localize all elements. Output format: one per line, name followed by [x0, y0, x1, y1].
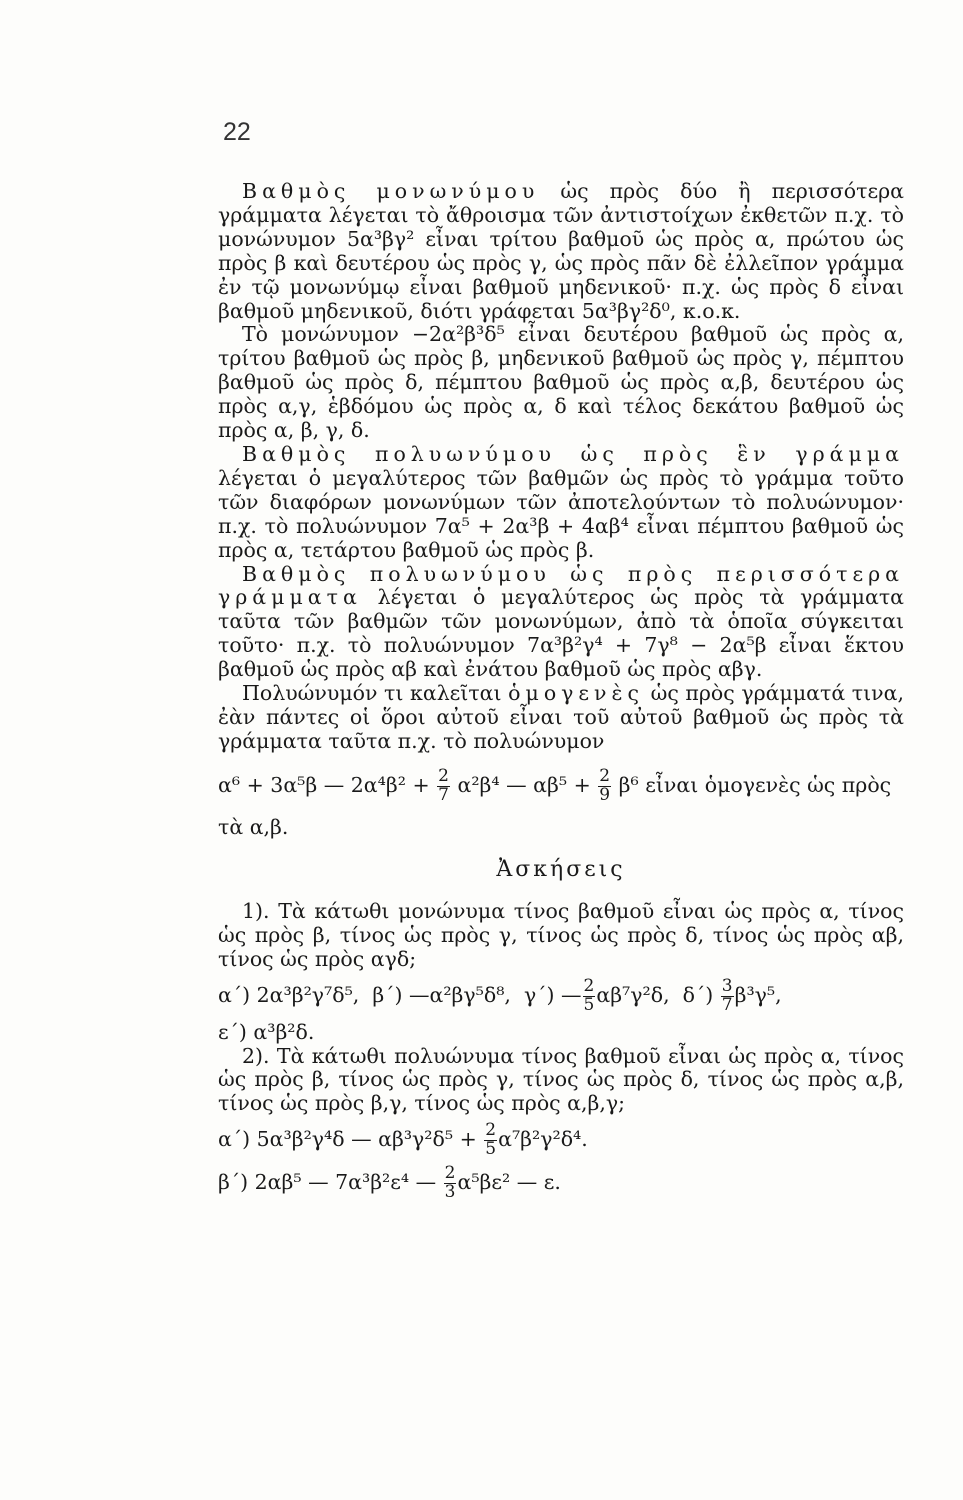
paragraph-polynomial-degree-one [218, 443, 904, 563]
fraction [437, 765, 450, 805]
paragraph-text: λέγεται ὁ μεγαλύτερος ὡς πρὸς τὰ γράμματα ταῦτα τῶν βαθμῶν τῶν μονωνύμων, ἀπὸ τὰ ὁποῖα σύγκειται τοῦτο· π.χ. τὸ πολυώνυμον 7α³β²γ⁴ + 7γ⁸ − 2α⁵β εἶναι ἕκτου βαθμοῦ ὡς πρὸς αβ καὶ ἐνάτου βαθμοῦ ὡς πρὸς αβγ. [218, 585, 904, 682]
paragraph-polynomial-degree-many [218, 563, 904, 683]
formula-tail: τὰ α,β. [218, 815, 289, 840]
paragraph-text: λέγεται ὁ μεγαλύτερος τῶν βαθμῶν ὡς πρὸς τὸ γράμμα τοῦτο τῶν διαφόρων μονωνύμων τῶν ἀποτελούντων τὸ πολυώνυμον· π.χ. τὸ πολυώνυμον 7α⁵ + 2α³β + 4αβ⁴ εἶναι πέμπτου βαθμοῦ ὡς πρὸς α, τετάρτου βαθμοῦ ὡς πρὸς β. [218, 465, 904, 562]
paragraph-monomial-degree [218, 180, 904, 323]
fraction-numerator: 2 [438, 765, 449, 786]
fraction-numerator: 2 [485, 1120, 497, 1141]
paragraph-text: ὡς πρὸς δύο ἢ περισσότερα γράμματα λέγεται τὸ ἄθροισμα τῶν ἀντιστοίχων ἐκθετῶν π.χ. τὸ μονώνυμον 5α³βγ² εἶναι τρίτου βαθμοῦ ὡς πρὸς α, πρώτου ὡς πρὸς β καὶ δευτέρου ὡς πρὸς γ, ὡς πρὸς πᾶν δὲ ἐλλεῖπον γράμμα ἐν τῷ μονωνύμῳ εἶναι βαθμοῦ μηδενικοῦ· π.χ. ὡς πρὸς δ εἶναι βαθμοῦ μηδενικοῦ, διότι γράφεται 5α³βγ²δ⁰, κ.ο.κ. [218, 179, 904, 323]
formula-part: α⁶ + 3α⁵β — 2α⁴β² + [218, 772, 437, 797]
exercise-1: 1). Τὰ κάτωθι μονώνυμα τίνος βαθμοῦ εἶναι ὡς πρὸς α, τίνος ὡς πρὸς β, τίνος ὡς πρὸς γ, τίνος ὡς πρὸς δ, τίνος ὡς πρὸς αβ, τίνος ὡς πρὸς αγδ; [218, 899, 904, 972]
fraction-denominator: 3 [444, 1181, 456, 1202]
formula-part: α²β⁴ — αβ⁵ + [450, 772, 598, 797]
formula-part: β⁶ εἶναι ὁμογενὲς ὡς πρὸς [612, 772, 892, 797]
exercise-item: β΄) 2αβ⁵ — 7α³β²ε⁴ — [218, 1169, 443, 1194]
fraction-denominator: 5 [583, 994, 595, 1015]
exercises-heading: Ἀσκήσεις [496, 857, 626, 883]
fraction-denominator: 7 [721, 994, 733, 1015]
exercise-1-items [218, 975, 904, 1015]
page-body [218, 180, 904, 1208]
exercise-item: α΄) 5α³β²γ⁴δ — αβ³γ²δ⁵ + [218, 1127, 484, 1152]
fraction-denominator: 9 [599, 784, 611, 805]
exercise-item: β³γ⁵, [734, 982, 782, 1007]
term-homogeneous: ὁμογενὲς [508, 681, 644, 706]
fraction [484, 1122, 497, 1159]
paragraph-monomial-example [218, 323, 904, 443]
term-monomial-degree: Βαθμὸς μονωνύμου [242, 179, 540, 203]
fraction [721, 975, 734, 1015]
paragraph-lead: Πολυώνυμόν τι καλεῖται [242, 681, 509, 706]
fraction-denominator: 5 [485, 1139, 497, 1160]
exercise-item: α⁵βε² — ε. [457, 1169, 561, 1194]
exercise-item: γ΄) — [524, 982, 582, 1007]
exercise-2: 2). Τὰ κάτωθι πολυώνυμα τίνος βαθμοῦ εἶναι ὡς πρὸς α, τίνος ὡς πρὸς β, τίνος ὡς πρὸς γ, τίνος ὡς πρὸς δ, τίνος ὡς πρὸς α,β, τίνος ὡς πρὸς β,γ, τίνος ὡς πρὸς α,β,γ; [218, 1043, 904, 1116]
exercise-item: α΄) 2α³β²γ⁷δ⁵, [218, 982, 360, 1007]
fraction-denominator: 7 [438, 784, 449, 805]
paragraph-text: Τὸ μονώνυμον −2α²β³δ⁵ εἶναι δευτέρου βαθμοῦ ὡς πρὸς α, τρίτου βαθμοῦ ὡς πρὸς β, μηδενικοῦ βαθμοῦ ὡς πρὸς γ, πέμπτου βαθμοῦ ὡς πρὸς δ, πέμπτου βαθμοῦ ὡς πρὸς α,β, δευτέρου ὡς πρὸς α,γ, ἑβδόμου ὡς πρὸς α, δ καὶ τέλος δεκάτου βαθμοῦ ὡς πρὸς α, β, γ, δ. [218, 322, 904, 443]
exercise-1-item-e: ε΄) α³β²δ. [218, 1019, 315, 1044]
term-polynomial-degree-many: Βαθμὸς πολυωνύμου ὡς πρὸς περισσότερα γράμματα [218, 561, 904, 610]
paragraph-homogeneous [218, 682, 904, 754]
exercise-item: β΄) —α²βγ⁵δ⁸, [372, 982, 511, 1007]
exercise-item: δ΄) [682, 982, 720, 1007]
exercise-item: αβ⁷γ²δ, [596, 982, 670, 1007]
fraction-numerator: 2 [444, 1162, 456, 1183]
fraction-numerator: 2 [599, 765, 611, 786]
fraction [598, 765, 611, 805]
fraction [444, 1162, 457, 1202]
fraction-numerator: 3 [721, 975, 733, 996]
fraction-numerator: 2 [583, 975, 595, 996]
homogeneous-formula [218, 765, 904, 805]
term-polynomial-degree-one: Βαθμὸς πολυωνύμου ὡς πρὸς ἓν γράμμα [242, 441, 904, 466]
fraction [583, 975, 596, 1015]
exercise-item: α⁷β²γ²δ⁴. [498, 1127, 588, 1152]
paragraph-text: ὡς πρὸς γράμματά τινα, ἐὰν πάντες οἱ ὅροι αὐτοῦ εἶναι τοῦ αὐτοῦ βαθμοῦ ὡς πρὸς τὰ γράμματα ταῦτα π.χ. τὸ πολυώνυμον [218, 681, 904, 753]
page-number: 22 [223, 118, 251, 146]
exercise-2-item-a [218, 1122, 904, 1159]
exercise-2-item-b [218, 1162, 904, 1202]
